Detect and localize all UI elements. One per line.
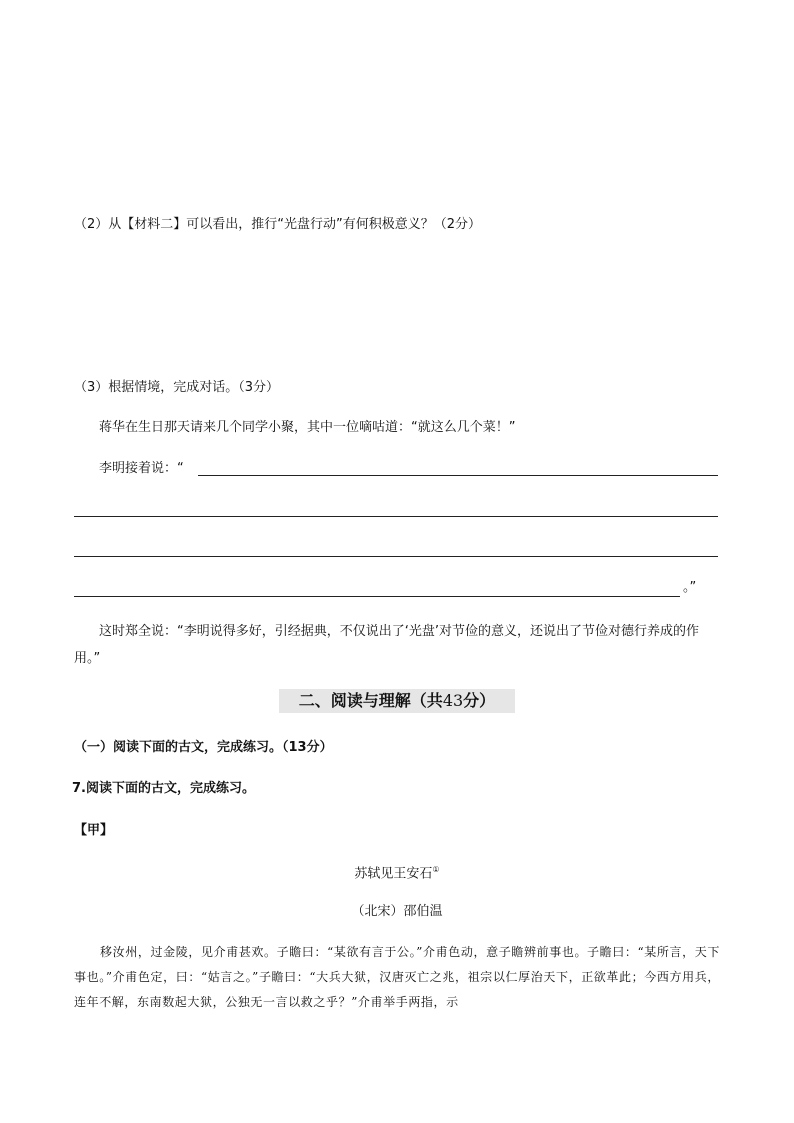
passage-title-text: 苏轼见王安石 xyxy=(354,866,433,882)
section-score: 43 xyxy=(442,691,464,710)
answer-line-2[interactable] xyxy=(74,516,718,517)
reply-suffix: 。” xyxy=(683,580,697,595)
passage-text: 移汝州，过金陵，见介甫甚欢。子瞻曰：“某欲有言于公。”介甫色动，意子瞻辨前事也。子瞻曰：“某所言，天下事也。”介甫色定，曰：“姑言之。”子瞻曰：“大兵大狱，汉唐灭亡之兆，祖宗以仁厚治天下，正欲革此；今西方用兵，连年不解，东南数起大狱，公独无一言以救之乎？”介甫举手两指，示 xyxy=(74,945,720,1009)
passage-author: （北宋）邵伯温 xyxy=(351,904,443,919)
reply-prefix: 李明接着说：“ xyxy=(99,461,184,476)
question-2: （2）从【材料二】可以看出，推行“光盘行动”有何积极意义？（2分） xyxy=(74,217,482,232)
answer-line-1[interactable] xyxy=(198,475,718,476)
subsection-heading: （一）阅读下面的古文，完成练习。（13分） xyxy=(74,740,333,755)
passage-title xyxy=(0,862,794,882)
answer-line-4[interactable] xyxy=(74,596,680,597)
section-title-pre: 二、阅读与理解（共 xyxy=(298,691,443,710)
answer-line-3[interactable] xyxy=(74,556,718,557)
question-7-heading: 7.阅读下面的古文，完成练习。 xyxy=(72,781,255,796)
question-3: （3）根据情境，完成对话。（3分） xyxy=(74,380,280,395)
footnote-mark: ① xyxy=(432,865,440,874)
scenario-text: 蒋华在生日那天请来几个同学小聚，其中一位嘀咕道：“就这么几个菜！” xyxy=(99,420,516,435)
section-title-post: 分） xyxy=(463,691,496,710)
part-label: 【甲】 xyxy=(74,823,114,838)
section-title xyxy=(279,689,515,713)
followup-paragraph: 这时郑全说：“李明说得多好，引经据典，不仅说出了‘光盘’对节俭的意义，还说出了节俭对德行养成的作用。” xyxy=(74,624,700,666)
